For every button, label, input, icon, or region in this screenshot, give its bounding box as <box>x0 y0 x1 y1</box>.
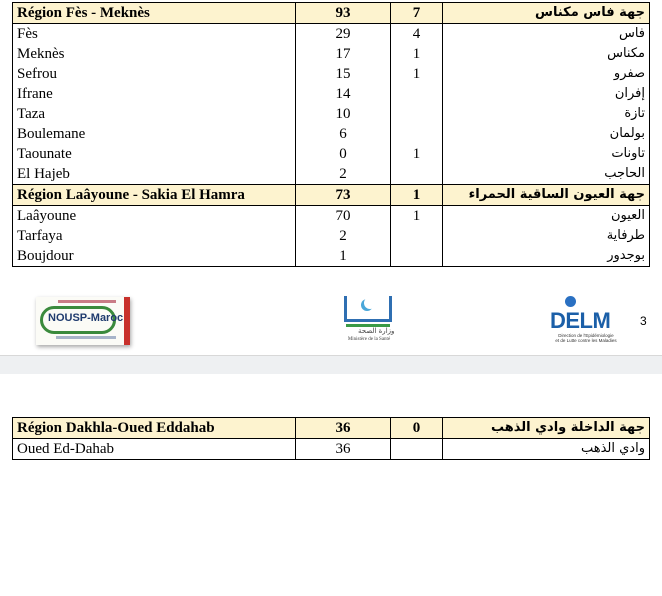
province-name: Boujdour <box>13 246 296 267</box>
province-name-ar: تاونات <box>443 144 650 164</box>
province-total: 17 <box>296 44 391 64</box>
province-deaths: 1 <box>391 44 443 64</box>
province-name: Meknès <box>13 44 296 64</box>
region-name: Région Fès - Meknès <box>13 3 296 24</box>
region-name: Région Laâyoune - Sakia El Hamra <box>13 185 296 206</box>
region-row-laayoune <box>13 185 650 206</box>
table-row <box>13 24 650 45</box>
province-name-ar: وادي الذهب <box>443 439 650 460</box>
province-name: Boulemane <box>13 124 296 144</box>
province-name-ar: صفرو <box>443 64 650 84</box>
province-deaths: 1 <box>391 206 443 227</box>
table-row <box>13 439 650 460</box>
delm-logo-text: DELM <box>550 308 611 333</box>
province-name-ar: العيون <box>443 206 650 227</box>
province-deaths <box>391 439 443 460</box>
province-deaths <box>391 104 443 124</box>
province-name: El Hajeb <box>13 164 296 185</box>
province-deaths <box>391 226 443 246</box>
nousp-logo <box>36 297 130 345</box>
nousp-logo-text: NOUSP-Maroc <box>48 312 124 324</box>
table-row <box>13 164 650 185</box>
region-row-fes-meknes <box>13 3 650 24</box>
ministry-of-health-logo <box>338 296 400 346</box>
province-total: 2 <box>296 226 391 246</box>
ministry-logo-arabic: وزارة الصحة <box>358 327 395 335</box>
logo-decoration <box>56 336 116 339</box>
province-name: Taza <box>13 104 296 124</box>
province-total: 15 <box>296 64 391 84</box>
region-deaths: 1 <box>391 185 443 206</box>
table-row <box>13 124 650 144</box>
delm-logo-subtitle: Direction de l'Epidémiologie <box>558 333 614 338</box>
province-total: 14 <box>296 84 391 104</box>
table-row <box>13 144 650 164</box>
table-row <box>13 64 650 84</box>
province-deaths <box>391 246 443 267</box>
region-total: 73 <box>296 185 391 206</box>
region-deaths: 0 <box>391 418 443 439</box>
province-deaths <box>391 124 443 144</box>
province-total: 1 <box>296 246 391 267</box>
delm-logo-subtitle: et de Lutte contre les Maladies <box>555 338 617 343</box>
province-name-ar: مكناس <box>443 44 650 64</box>
province-name-ar: بولمان <box>443 124 650 144</box>
province-name-ar: إفران <box>443 84 650 104</box>
province-deaths <box>391 84 443 104</box>
province-deaths: 1 <box>391 64 443 84</box>
province-name: Fès <box>13 24 296 45</box>
crescent-icon <box>361 299 373 311</box>
province-name: Sefrou <box>13 64 296 84</box>
region-name: Région Dakhla-Oued Eddahab <box>13 418 296 439</box>
province-name-ar: طرفاية <box>443 226 650 246</box>
province-name-ar: تازة <box>443 104 650 124</box>
province-total: 6 <box>296 124 391 144</box>
delm-logo <box>550 296 622 344</box>
table-row <box>13 84 650 104</box>
province-name: Taounate <box>13 144 296 164</box>
province-total: 0 <box>296 144 391 164</box>
region-name-ar: جهة الداخلة وادي الذهب <box>443 418 650 439</box>
province-name-ar: بوجدور <box>443 246 650 267</box>
table-row <box>13 226 650 246</box>
province-total: 36 <box>296 439 391 460</box>
table-row <box>13 44 650 64</box>
province-total: 2 <box>296 164 391 185</box>
ministry-logo-french: Ministère de la Santé <box>347 337 391 342</box>
page-separator <box>0 355 662 375</box>
document-page-lower <box>0 374 662 596</box>
province-total: 29 <box>296 24 391 45</box>
region-deaths: 7 <box>391 3 443 24</box>
province-deaths <box>391 164 443 185</box>
region-total: 36 <box>296 418 391 439</box>
province-name: Ifrane <box>13 84 296 104</box>
region-name-ar: جهة العيون الساقية الحمراء <box>443 185 650 206</box>
delm-dot-icon <box>565 296 576 307</box>
table-row <box>13 246 650 267</box>
table-row <box>13 104 650 124</box>
logo-decoration <box>58 300 116 303</box>
cases-table-upper <box>12 2 650 267</box>
region-row-dakhla <box>13 418 650 439</box>
region-total: 93 <box>296 3 391 24</box>
page-number: 3 <box>640 314 647 328</box>
province-name-ar: الحاجب <box>443 164 650 185</box>
province-name-ar: فاس <box>443 24 650 45</box>
province-name: Oued Ed-Dahab <box>13 439 296 460</box>
province-name: Laâyoune <box>13 206 296 227</box>
province-total: 10 <box>296 104 391 124</box>
region-name-ar: جهة فاس مكناس <box>443 3 650 24</box>
province-total: 70 <box>296 206 391 227</box>
table-row <box>13 206 650 227</box>
province-deaths: 1 <box>391 144 443 164</box>
province-deaths: 4 <box>391 24 443 45</box>
cases-table-lower <box>12 417 650 460</box>
province-name: Tarfaya <box>13 226 296 246</box>
